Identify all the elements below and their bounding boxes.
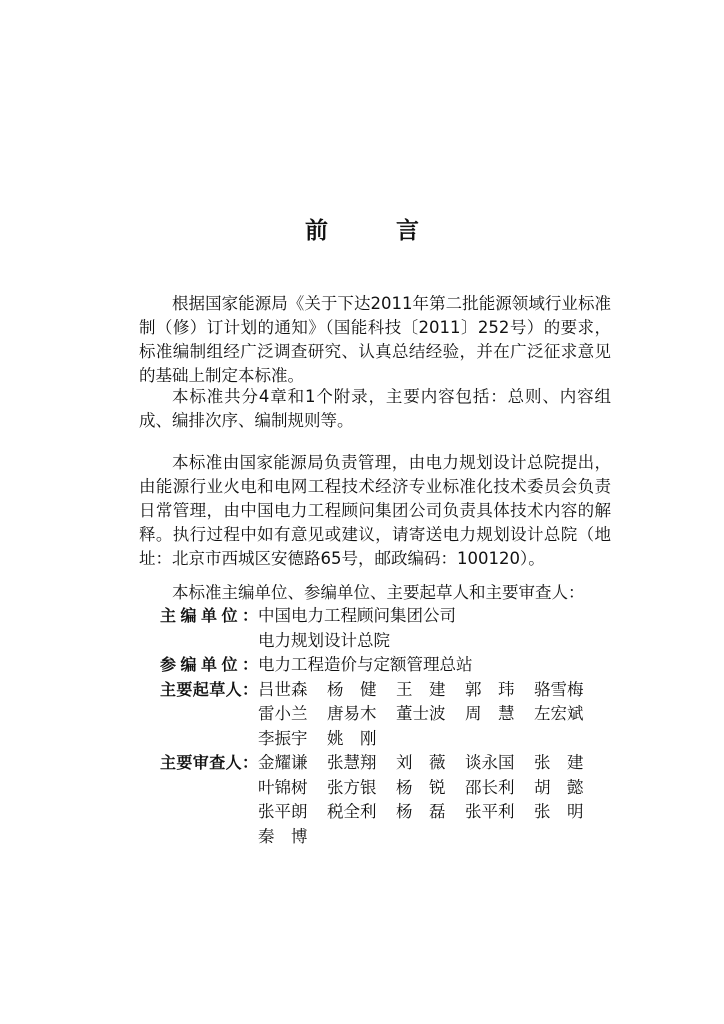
chief-editor-label: 主编单位： bbox=[160, 606, 258, 625]
paragraph-1: 根据国家能源局《关于下达2011年第二批能源领域行业标准制（修）订计划的通知》（国能科技〔2011〕252号）的要求，标准编制组经广泛调查研究、认真总结经验，并在广泛征求意见的基础上制定本标准。 bbox=[139, 294, 611, 385]
drafters-row bbox=[160, 678, 610, 752]
co-editor-row bbox=[160, 653, 610, 678]
person-name: 杨 磊 bbox=[396, 802, 446, 821]
contributors-roster bbox=[160, 604, 610, 849]
person-name: 张方银 bbox=[327, 777, 377, 797]
co-editor-orgs bbox=[258, 653, 610, 678]
reviewers-row bbox=[160, 751, 610, 849]
chief-editor-row bbox=[160, 604, 610, 653]
person-name: 姚 刚 bbox=[327, 728, 377, 748]
person-name: 胡 懿 bbox=[534, 777, 584, 797]
reviewers-names bbox=[258, 751, 610, 849]
person-name: 张平朗 bbox=[258, 802, 308, 821]
person-name: 杨 锐 bbox=[396, 777, 446, 797]
drafters-names bbox=[258, 678, 610, 752]
person-name: 雷小兰 bbox=[258, 704, 308, 723]
person-name: 周 慧 bbox=[465, 704, 515, 723]
person-name: 左宏斌 bbox=[534, 704, 584, 723]
co-editor-label: 参编单位： bbox=[160, 655, 258, 674]
person-name: 叶锦树 bbox=[258, 777, 308, 797]
paragraph-3: 本标准由国家能源局负责管理，由电力规划设计总院提出，由能源行业火电和电网工程技术经济专业标准化技术委员会负责日常管理，由中国电力工程顾问集团公司负责具体技术内容的解释。执行过程中如有意见或建议，请寄送电力规划设计总院（地址：北京市西城区安德路65号，邮政编码：100120）。 bbox=[139, 453, 611, 568]
paragraph-4: 本标准主编单位、参编单位、主要起草人和主要审查人： bbox=[172, 583, 585, 602]
person-name: 金耀谦 bbox=[258, 753, 308, 772]
person-name: 张 建 bbox=[534, 753, 584, 772]
person-name: 张慧翔 bbox=[327, 753, 377, 772]
org-name: 电力规划设计总院 bbox=[258, 630, 390, 650]
org-name: 中国电力工程顾问集团公司 bbox=[258, 606, 456, 625]
person-name: 邵长利 bbox=[465, 777, 515, 797]
person-name: 王 建 bbox=[396, 679, 446, 699]
drafters-label: 主要起草人： bbox=[160, 679, 258, 699]
person-name: 郭 玮 bbox=[465, 679, 515, 699]
page-title: 前 言 bbox=[304, 218, 449, 244]
person-name: 杨 健 bbox=[327, 679, 377, 699]
person-name: 秦 博 bbox=[258, 826, 308, 846]
reviewers-label: 主要审查人： bbox=[160, 753, 258, 772]
person-name: 骆雪梅 bbox=[534, 679, 584, 699]
paragraph-2: 本标准共分4章和1个附录，主要内容包括：总则、内容组成、编排次序、编制规则等。 bbox=[139, 387, 611, 430]
person-name: 张平利 bbox=[465, 802, 515, 821]
person-name: 唐易木 bbox=[327, 704, 377, 723]
person-name: 税全利 bbox=[327, 802, 377, 821]
person-name: 董士波 bbox=[396, 704, 446, 723]
chief-editor-orgs bbox=[258, 604, 610, 653]
person-name: 张 明 bbox=[534, 802, 584, 821]
person-name: 谈永国 bbox=[465, 753, 515, 772]
person-name: 李振宇 bbox=[258, 728, 308, 748]
person-name: 刘 薇 bbox=[396, 753, 446, 772]
person-name: 吕世森 bbox=[258, 679, 308, 699]
org-name: 电力工程造价与定额管理总站 bbox=[258, 655, 473, 674]
